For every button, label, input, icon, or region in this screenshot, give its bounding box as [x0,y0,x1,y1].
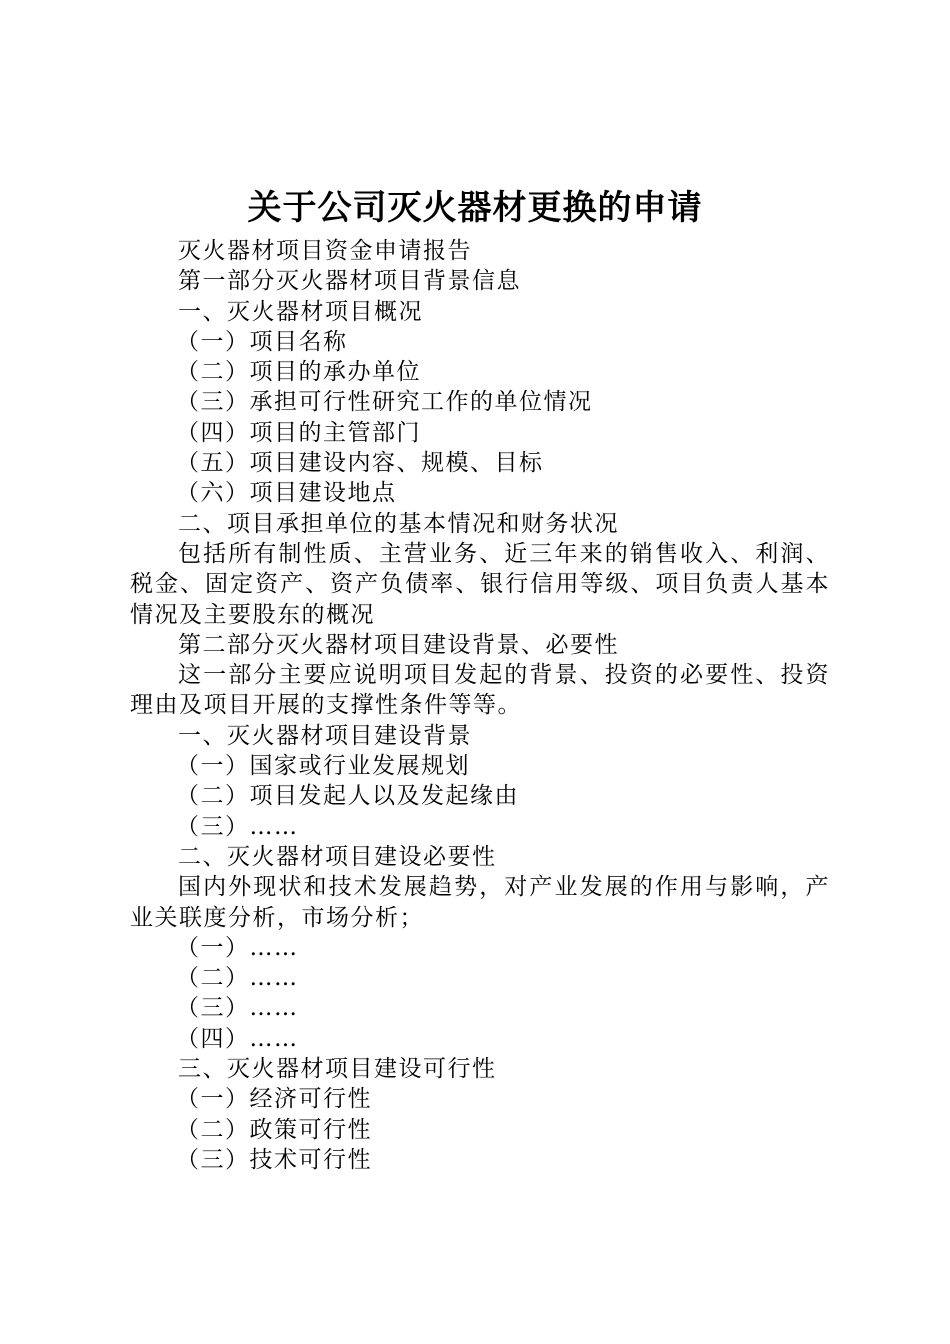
paragraph-part-one-heading: 第一部分灭火器材项目背景信息 [178,268,521,295]
paragraph-part-two-heading: 第二部分灭火器材项目建设背景、必要性 [178,631,619,658]
paragraph-section-feasibility: 三、灭火器材项目建设可行性 [178,1056,497,1083]
paragraph-item-background-more: （三）…… [176,813,299,840]
paragraph-report-name: 灭火器材项目资金申请报告 [178,238,472,264]
paragraph-section-background: 一、灭火器材项目建设背景 [178,722,472,749]
paragraph-part-two-description: 这一部分主要应说明项目发起的背景、投资的必要性、投资理由及项目开展的支撑性条件等等。 [130,662,830,719]
paragraph-item-national-plan: （一）国家或行业发展规划 [176,753,470,780]
paragraph-item-necessity-2: （二）…… [176,965,299,992]
paragraph-item-feasibility-unit: （三）承担可行性研究工作的单位情况 [176,389,593,416]
document-title: 关于公司灭火器材更换的申请 [247,188,703,228]
paragraph-section-necessity: 二、灭火器材项目建设必要性 [178,843,497,870]
document-body [130,236,830,1175]
paragraph-item-initiator: （二）项目发起人以及发起缘由 [176,783,519,810]
paragraph-unit-status-details: 包括所有制性质、主营业务、近三年来的销售收入、利润、税金、固定资产、资产负债率、银行信用等级、项目负责人基本情况及主要股东的概况 [130,540,830,628]
paragraph-item-policy-feasibility: （二）政策可行性 [176,1116,372,1143]
paragraph-item-construction-site: （六）项目建设地点 [176,480,397,507]
paragraph-item-necessity-4: （四）…… [176,1025,299,1052]
paragraph-necessity-details: 国内外现状和技术发展趋势，对产业发展的作用与影响，产业关联度分析，市场分析； [130,874,830,931]
paragraph-item-project-name: （一）项目名称 [176,328,348,355]
paragraph-section-unit-status: 二、项目承担单位的基本情况和财务状况 [178,510,619,537]
paragraph-section-overview: 一、灭火器材项目概况 [178,298,423,325]
paragraph-item-technical-feasibility: （三）技术可行性 [176,1146,372,1173]
paragraph-item-necessity-3: （三）…… [176,995,299,1022]
paragraph-item-undertaking-unit: （二）项目的承办单位 [176,359,421,386]
paragraph-item-construction-content: （五）项目建设内容、规模、目标 [176,450,544,477]
paragraph-item-economic-feasibility: （一）经济可行性 [176,1086,372,1113]
paragraph-item-necessity-1: （一）…… [176,934,299,961]
paragraph-item-competent-department: （四）项目的主管部门 [176,419,421,446]
